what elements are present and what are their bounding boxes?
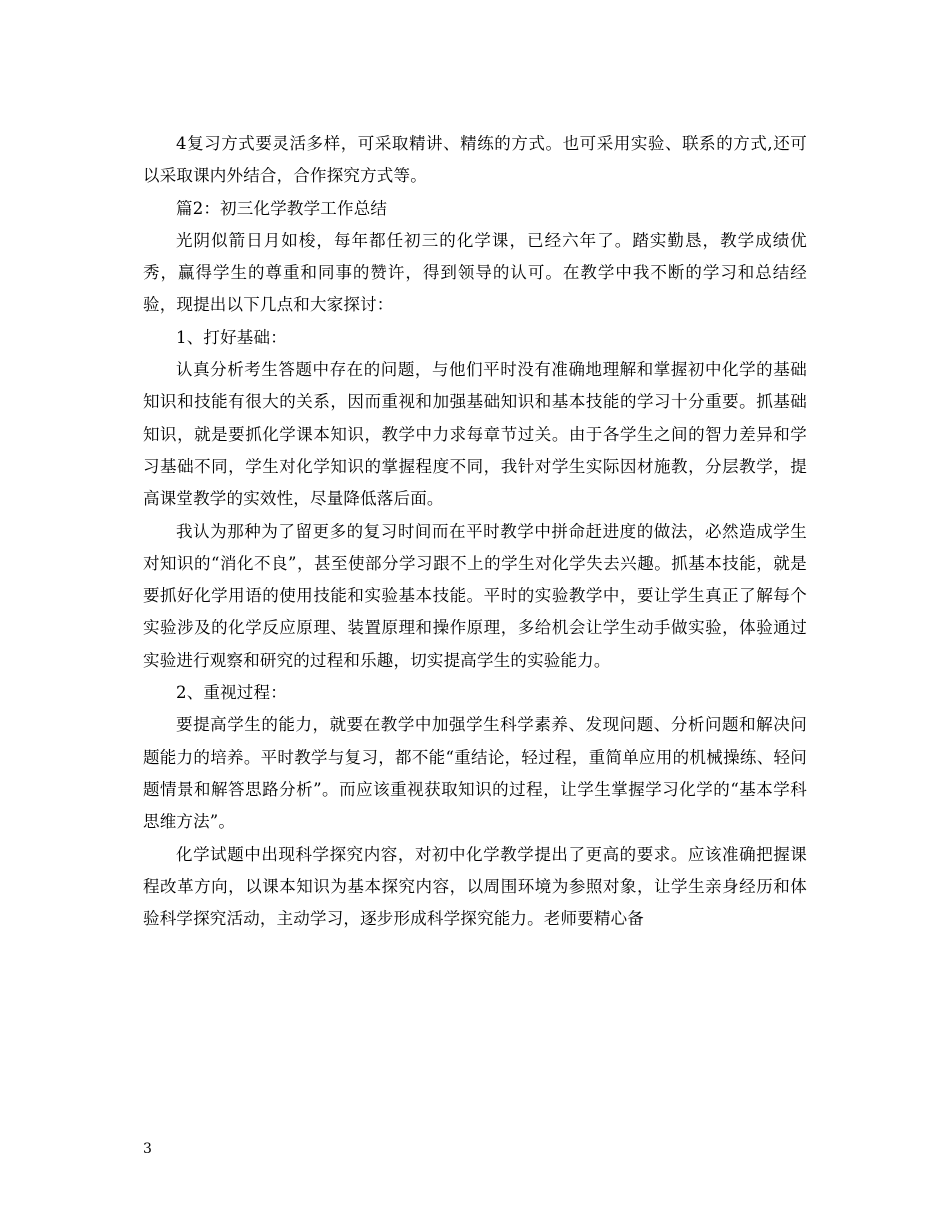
- subheading-process: 2、重视过程：: [176, 683, 287, 703]
- paragraph-skills: 我认为那种为了留更多的复习时间而在平时教学中拼命赶进度的做法，必然造成学生对知识的“消化不良”，甚至使部分学习跟不上的学生对化学失去兴趣。抓基本技能，就是要抓好化学用语的使用技能和实验基本技能。平时的实验教学中，要让学生真正了解每个实验涉及的化学反应原理、装置原理和操作原理，多给机会让学生动手做实验，体验通过实验进行观察和研究的过程和乐趣，切实提高学生的实验能力。: [143, 521, 807, 670]
- document-body: [143, 128, 807, 935]
- paragraph-review-methods: 4复习方式要灵活多样，可采取精讲、精练的方式。也可采用实验、联系的方式,还可以采取课内外结合，合作探究方式等。: [143, 134, 807, 186]
- page-number: 3: [143, 1141, 152, 1157]
- subheading-basics: 1、打好基础：: [176, 327, 287, 347]
- paragraph-inquiry: 化学试题中出现科学探究内容，对初中化学教学提出了更高的要求。应该准确把握课程改革方向，以课本知识为基本探究内容，以周围环境为参照对象，让学生亲身经历和体验科学探究活动，主动学习，逐步形成科学探究能力。老师要精心备: [143, 844, 807, 929]
- paragraph-process: 要提高学生的能力，就要在教学中加强学生科学素养、发现问题、分析问题和解决问题能力的培养。平时教学与复习，都不能“重结论，轻过程，重简单应用的机械操练、轻问题情景和解答思路分析”。而应该重视获取知识的过程，让学生掌握学习化学的“基本学科思维方法”。: [143, 715, 807, 832]
- paragraph-basics: 认真分析考生答题中存在的问题，与他们平时没有准确地理解和掌握初中化学的基础知识和技能有很大的关系，因而重视和加强基础知识和基本技能的学习十分重要。抓基础知识，就是要抓化学课本知识，教学中力求每章节过关。由于各学生之间的智力差异和学习基础不同，学生对化学知识的掌握程度不同，我针对学生实际因材施教，分层教学，提高课堂教学的实效性，尽量降低落后面。: [143, 360, 807, 509]
- paragraph-intro: 光阴似箭日月如梭，每年都任初三的化学课，已经六年了。踏实勤恳，教学成绩优秀，赢得学生的尊重和同事的赞许，得到领导的认可。在教学中我不断的学习和总结经验，现提出以下几点和大家探讨：: [143, 230, 807, 315]
- section-heading: 篇2：初三化学教学工作总结: [176, 198, 388, 218]
